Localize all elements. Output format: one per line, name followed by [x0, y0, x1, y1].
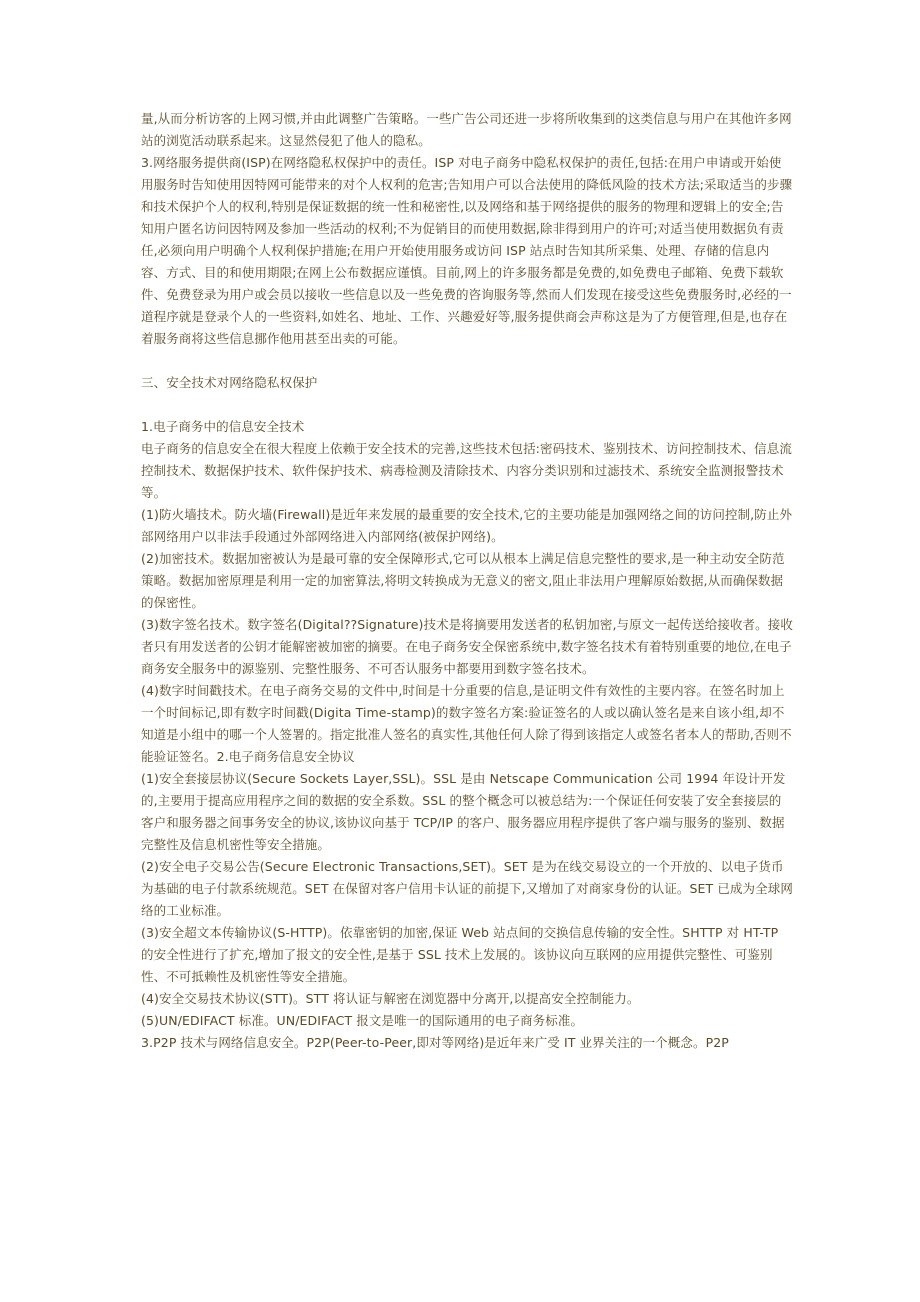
paragraph-digital-signature: (3)数字签名技术。数字签名(Digital??Signature)技术是将摘要用发送者的私钥加密,与原文一起传送给接收者。接收者只有用发送者的公钥才能解密被加密的摘要。在电子商务安全保密系统中,数字签名技术有着特别重要的地位,在电子商务安全服务中的源鉴别、完整性服务、不可否认服务中都要用到数字签名技术。	[141, 617, 793, 676]
section-heading-security-tech: 三、安全技术对网络隐私权保护	[141, 375, 318, 390]
paragraph-set: (2)安全电子交易公告(Secure Electronic Transactions,SET)。SET 是为在线交易设立的一个开放的、以电子货币为基础的电子付款系统规范。SET 在保留对客户信用卡认证的前提下,又增加了对商家身份的认证。SET 已成为全球网络的工业标准。	[141, 859, 793, 918]
paragraph-ssl: (1)安全套接层协议(Secure Sockets Layer,SSL)。SSL 是由 Netscape Communication 公司 1994 年设计开发的,主要用于提高应用程序之间的数据的安全系数。SSL 的整个概念可以被总结为:一个保证任何安装了安全套接层的客户和服务器之间事务安全的协议,该协议向基于 TCP/IP 的客户、服务器应用程序提供了客户端与服务的鉴别、数据完整性及信息机密性等安全措施。	[141, 771, 786, 852]
paragraph-timestamp: (4)数字时间戳技术。在电子商务交易的文件中,时间是十分重要的信息,是证明文件有效性的主要内容。在签名时加上一个时间标记,即有数字时间戳(Digita Time-stamp)的数字签名方案:验证签名的人或以确认签名是来自该小组,却不知道是小组中的哪一个人签署的。指定批准人签名的真实性,其他任何人除了得到该指定人或签名者本人的帮助,否则不能验证签名。2.电子商务信息安全协议	[141, 683, 792, 764]
document-body	[141, 108, 793, 1054]
paragraph-encryption: (2)加密技术。数据加密被认为是最可靠的安全保障形式,它可以从根本上满足信息完整性的要求,是一种主动安全防范策略。数据加密原理是利用一定的加密算法,将明文转换成为无意义的密文,阻止非法用户理解原始数据,从而确保数据的保密性。	[141, 551, 785, 610]
blank-line	[141, 394, 793, 416]
paragraph-shttp: (3)安全超文本传输协议(S-HTTP)。依靠密钥的加密,保证 Web 站点间的交换信息传输的安全性。SHTTP 对 HT-TP 的安全性进行了扩充,增加了报文的安全性,是基于 SSL 技术上发展的。该协议向互联网的应用提供完整性、可鉴别性、不可抵赖性及机密性等安全措施。	[141, 925, 779, 984]
blank-line	[141, 350, 793, 372]
paragraph-firewall: (1)防火墙技术。防火墙(Firewall)是近年来发展的最重要的安全技术,它的主要功能是加强网络之间的访问控制,防止外部网络用户以非法手段通过外部网络进入内部网络(被保护网络)。	[141, 507, 793, 544]
paragraph-security-overview: 电子商务的信息安全在很大程度上依赖于安全技术的完善,这些技术包括:密码技术、鉴别技术、访问控制技术、信息流控制技术、数据保护技术、软件保护技术、病毒检测及清除技术、内容分类识别和过滤技术、系统安全监测报警技术等。	[141, 441, 792, 500]
paragraph-edifact: (5)UN/EDIFACT 标准。UN/EDIFACT 报文是唯一的国际通用的电子商务标准。	[141, 1013, 584, 1028]
paragraph-stt: (4)安全交易技术协议(STT)。STT 将认证与解密在浏览器中分离开,以提高安全控制能力。	[141, 991, 640, 1006]
paragraph-isp-responsibility: 3.网络服务提供商(ISP)在网络隐私权保护中的责任。ISP 对电子商务中隐私权保护的责任,包括:在用户申请或开始使用服务时告知使用因特网可能带来的对个人权利的危害;告知用户可以合法使用的降低风险的技术方法;采取适当的步骤和技术保护个人的权利,特别是保证数据的统一性和秘密性,以及网络和基于网络提供的服务的物理和逻辑上的安全;告知用户匿名访问因特网及参加一些活动的权利;不为促销目的而使用数据,除非得到用户的许可;对适当使用数据负有责任,必须向用户明确个人权利保护措施;在用户开始使用服务或访问 ISP 站点时告知其所采集、处理、存储的信息内容、方式、目的和使用期限;在网上公布数据应谨慎。目前,网上的许多服务都是免费的,如免费电子邮箱、免费下载软件、免费登录为用户或会员以接收一些信息以及一些免费的咨询服务等,然而人们发现在接受这些免费服务时,必经的一道程序就是登录个人的一些资料,如姓名、地址、工作、兴趣爱好等,服务提供商会声称这是为了方便管理,但是,也存在着服务商将这些信息挪作他用甚至出卖的可能。	[141, 155, 793, 346]
paragraph-p2p: 3.P2P 技术与网络信息安全。P2P(Peer-to-Peer,即对等网络)是近年来广受 IT 业界关注的一个概念。P2P	[141, 1035, 729, 1050]
paragraph-privacy-ads: 量,从而分析访客的上网习惯,并由此调整广告策略。一些广告公司还进一步将所收集到的这类信息与用户在其他许多网站的浏览活动联系起来。这显然侵犯了他人的隐私。	[141, 111, 792, 148]
subheading-info-security-tech: 1.电子商务中的信息安全技术	[141, 419, 305, 434]
